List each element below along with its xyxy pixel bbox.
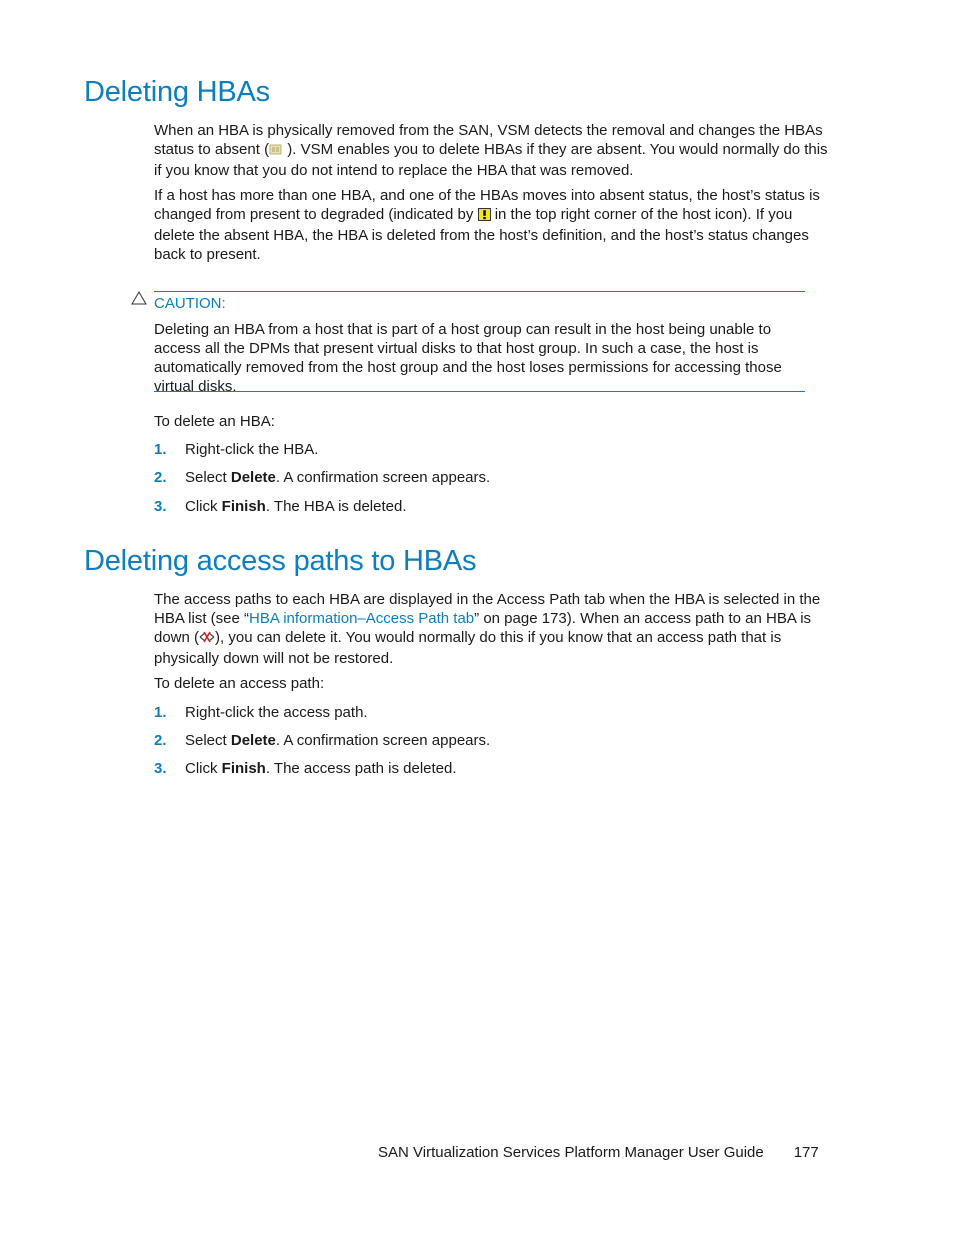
section-title-deleting-hbas: Deleting HBAs <box>84 76 270 108</box>
paragraph-hba-removal <box>154 121 834 180</box>
step-keyword: Finish <box>221 498 266 515</box>
step-text: . A confirmation screen appears. <box>275 732 491 749</box>
section-title-deleting-access-paths: Deleting access paths to HBAs <box>84 545 477 577</box>
step-number: 2. <box>154 732 167 749</box>
procedure-intro: To delete an access path: <box>154 675 325 692</box>
step-item <box>154 440 318 459</box>
step-text: . The access path is deleted. <box>265 760 457 777</box>
step-text: Click <box>185 760 222 777</box>
guide-title: SAN Virtualization Services Platform Manager User Guide <box>378 1144 764 1161</box>
step-keyword: Delete <box>230 732 276 749</box>
step-number: 1. <box>154 441 167 458</box>
caution-text: Deleting an HBA from a host that is part of a host group can result in the host being unable to access all the DPMs that present virtual disks to that host group. In such a case, the host is automatically removed from the host group and the host loses permissions for accessing those virtual disks. <box>154 321 782 395</box>
page-footer <box>378 1144 819 1161</box>
paragraph-text: in the top right corner of the host icon). If you delete the absent HBA, the HBA is deleted from the host’s definition, and the host’s status changes back to present. <box>154 206 809 263</box>
cross-reference-link[interactable]: HBA information–Access Path tab <box>249 610 475 627</box>
step-item <box>154 759 457 778</box>
step-keyword: Finish <box>221 760 266 777</box>
step-item <box>154 497 406 516</box>
paragraph-host-status <box>154 186 834 264</box>
paragraph-text: The access paths to each HBA are displayed in the Access Path tab when the HBA is selected in the HBA list (see “ <box>154 591 821 627</box>
step-keyword: Delete <box>230 469 276 486</box>
step-text: . A confirmation screen appears. <box>275 469 491 486</box>
absent-status-icon <box>269 142 283 161</box>
paragraph-text: ). VSM enables you to delete HBAs if they are absent. You would normally do this if you know that you do not intend to replace the HBA that was removed. <box>154 141 828 179</box>
step-text: Select <box>185 732 231 749</box>
caution-bottom-rule <box>154 391 805 392</box>
paragraph-text: If a host has more than one HBA, and one of the HBAs moves into absent status, the host’s status is changed from present to degraded (indicated by <box>154 187 820 223</box>
step-number: 3. <box>154 498 167 515</box>
path-down-icon <box>199 630 215 649</box>
paragraph-access-paths <box>154 590 834 668</box>
caution-label: CAUTION: <box>154 295 226 312</box>
paragraph-text: ), you can delete it. You would normally do this if you know that an access path that is physically down will not be restored. <box>154 629 782 667</box>
step-text: Right-click the access path. <box>185 704 368 721</box>
paragraph-text: When an HBA is physically removed from the SAN, VSM detects the removal and changes the HBAs status to absent ( <box>154 122 823 158</box>
degraded-status-icon <box>478 207 491 226</box>
step-number: 3. <box>154 760 167 777</box>
paragraph-text: ” on page 173). When an access path to an HBA is down ( <box>154 610 812 646</box>
step-item <box>154 703 368 722</box>
step-number: 2. <box>154 469 167 486</box>
caution-icon <box>131 291 147 310</box>
step-item <box>154 731 490 750</box>
procedure-intro: To delete an HBA: <box>154 413 275 430</box>
step-text: Select <box>185 469 231 486</box>
step-text: Right-click the HBA. <box>185 441 319 458</box>
step-text: . The HBA is deleted. <box>265 498 407 515</box>
step-number: 1. <box>154 704 167 721</box>
step-item <box>154 468 490 487</box>
caution-top-rule <box>154 291 805 292</box>
step-text: Click <box>185 498 222 515</box>
page-number: 177 <box>793 1144 819 1161</box>
